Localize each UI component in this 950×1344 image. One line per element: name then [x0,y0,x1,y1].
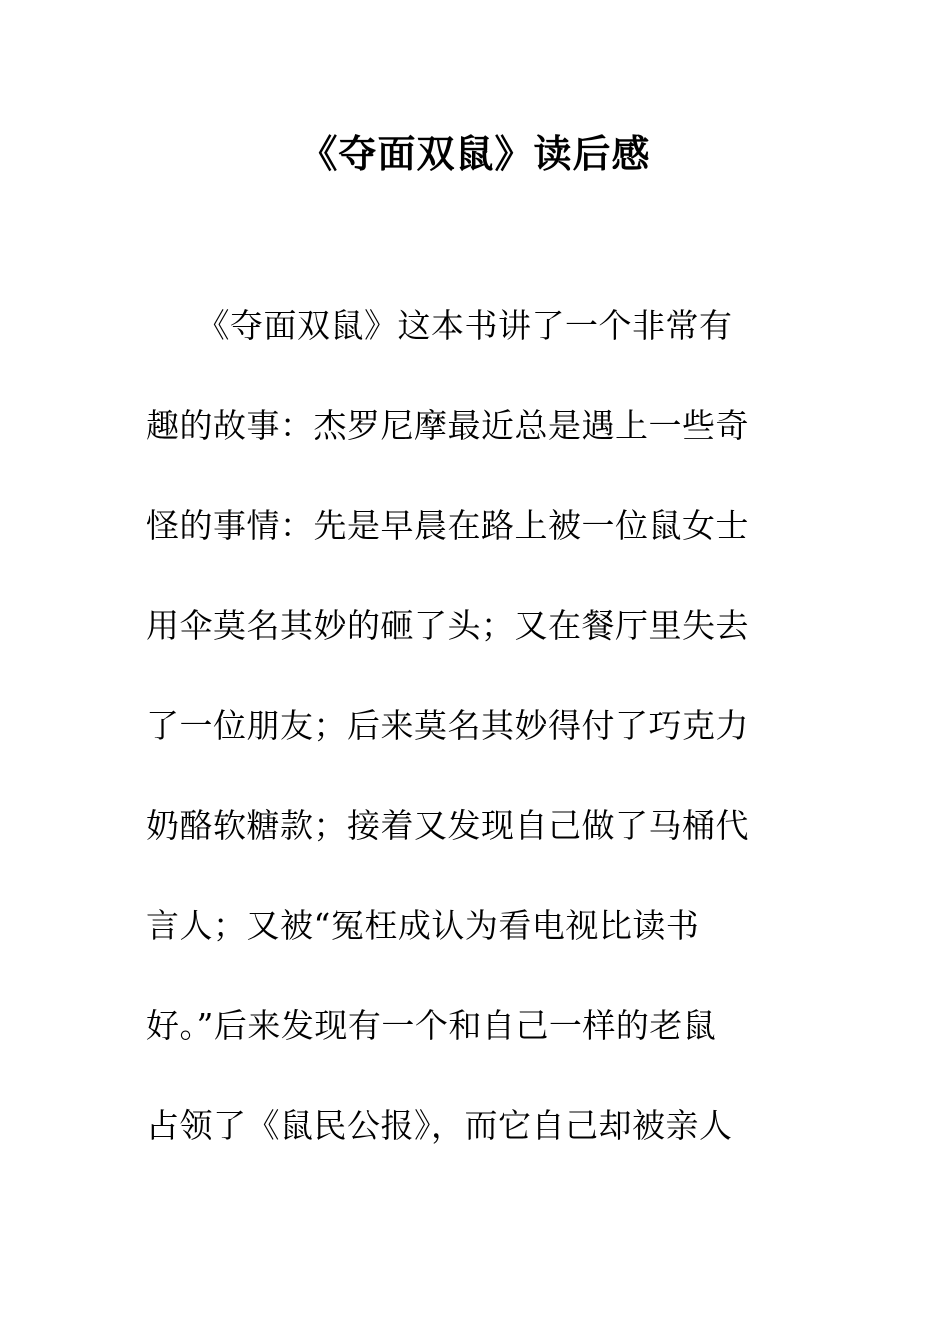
body-line: 奶酪软糖款；接着又发现自己做了马桶代 [146,806,749,845]
body-line: 了一位朋友；后来莫名其妙得付了巧克力 [146,706,749,745]
body-line: 怪的事情：先是早晨在路上被一位鼠女士 [146,506,749,545]
document-body [146,300,786,1200]
body-line: 言人；又被“冤枉成认为看电视比读书 [146,906,700,945]
body-line: 趣的故事：杰罗尼摩最近总是遇上一些奇 [146,406,749,445]
body-line: 用伞莫名其妙的砸了头；又在餐厅里失去 [146,606,749,645]
document-title: 《夺面双鼠》读后感 [299,131,651,176]
body-line: 好。”后来发现有一个和自己一样的老鼠 [146,1006,717,1045]
body-line: 占领了《鼠民公报》，而它自己却被亲人 [146,1106,733,1145]
body-line: 《夺面双鼠》这本书讲了一个非常有 [146,306,733,345]
